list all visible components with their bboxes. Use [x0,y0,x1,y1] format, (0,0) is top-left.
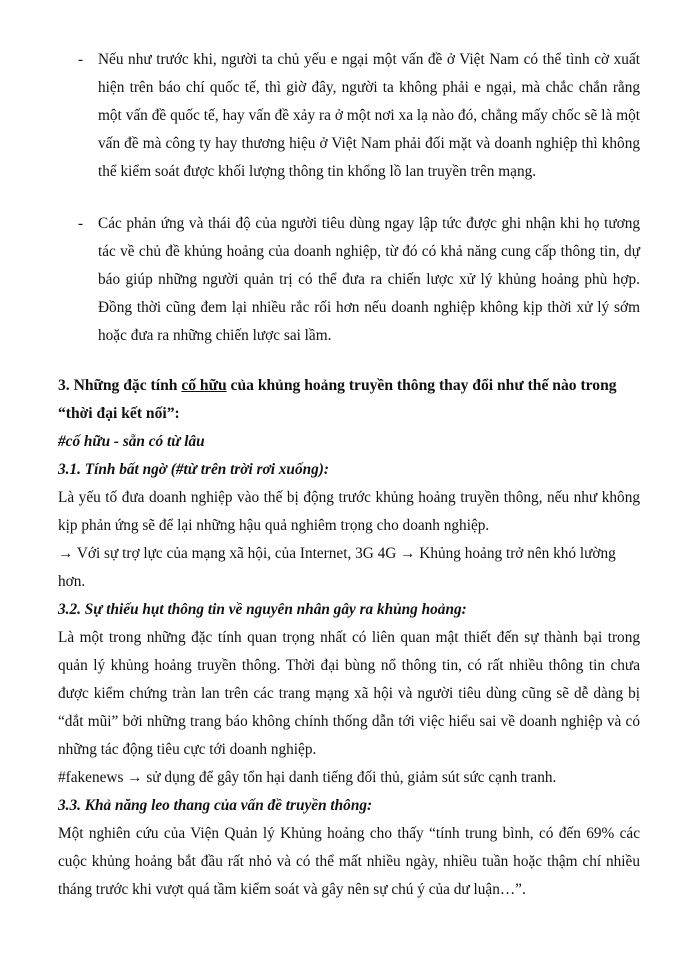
bullet-dash: - [78,51,84,68]
definition-note: #cố hữu - sẵn có từ lâu [58,433,205,450]
subsection-3-1-paragraph: Là yếu tố đưa doanh nghiệp vào thế bị động trước khủng hoảng truyền thông, nếu như không kịp phản ứng sẽ để lại những hậu quả nghiêm trọng cho doanh nghiệp. [58,489,640,534]
subsection-3-3-paragraph: Một nghiên cứu của Viện Quản lý Khủng hoảng cho thấy “tính trung bình, có đến 69% các cuộc khủng hoảng bắt đầu rất nhỏ và có thể mất nhiều ngày, nhiều tuần hoặc thậm chí nhiều tháng trước khi vượt quá tầm kiểm soát và gây nên sự chú ý của dư luận…”. [58,825,640,898]
bullet-item-1 [78,46,640,186]
subsection-3-2-hashtag-line: #fakenews → sử dụng để gây tổn hại danh tiếng đối thủ, giảm sút sức cạnh tranh. [58,769,557,786]
bullet-text-2: Các phản ứng và thái độ của người tiêu dùng ngay lập tức được ghi nhận khi họ tương tác về chủ đề khủng hoảng của doanh nghiệp, từ đó có khả năng cung cấp thông tin, dự báo giúp những người quản trị có thể đưa ra chiến lược xử lý khủng hoảng phù hợp. Đồng thời cũng đem lại nhiều rắc rối hơn nếu doanh nghiệp không kịp thời xử lý sớm hoặc đưa ra những chiến lược sai lầm. [98,215,640,344]
underlined-term: cố hữu [181,377,227,394]
subsection-3-1-title: 3.1. Tính bất ngờ (#từ trên trời rơi xuống): [58,461,329,478]
section-3-heading: 3. Những đặc tính cố hữu của khủng hoảng truyền thông thay đổi như thế nào trong “thời đại kết nối”: [58,377,617,422]
subsection-3-3-title: 3.3. Khả năng leo thang của vấn đề truyền thông: [58,797,373,814]
section-3 [58,372,640,904]
bullet-item-2 [78,210,640,350]
subsection-3-2-paragraph: Là một trong những đặc tính quan trọng nhất có liên quan mật thiết đến sự thành bại trong quản lý khủng hoảng truyền thông. Thời đại bùng nổ thông tin, có rất nhiều thông tin chưa được kiểm chứng tràn lan trên các trang mạng xã hội và người tiêu dùng cũng sẽ dễ dàng bị “dắt mũi” bởi những trang báo không chính thống dẫn tới việc hiểu sai về doanh nghiệp và có những tác động tiêu cực tới doanh nghiệp. [58,629,640,758]
subsection-3-1-arrow-line: → Với sự trợ lực của mạng xã hội, của Internet, 3G 4G → Khủng hoảng trở nên khó lường hơn. [58,545,616,590]
subsection-3-2-title: 3.2. Sự thiếu hụt thông tin về nguyên nhân gây ra khủng hoảng: [58,601,467,618]
bullet-text-1: Nếu như trước khi, người ta chủ yếu e ngại một vấn đề ở Việt Nam có thể tình cờ xuất hiện trên báo chí quốc tế, thì giờ đây, người ta không phải e ngại, mà chắc chắn rằng một vấn đề quốc tế, hay vấn đề xảy ra ở một nơi xa lạ nào đó, chẳng mấy chốc sẽ là một vấn đề mà công ty hay thương hiệu ở Việt Nam phải đối mặt và doanh nghiệp thì không thể kiểm soát được khối lượng thông tin khổng lồ lan truyền trên mạng. [98,51,640,180]
bullet-dash: - [78,215,84,232]
